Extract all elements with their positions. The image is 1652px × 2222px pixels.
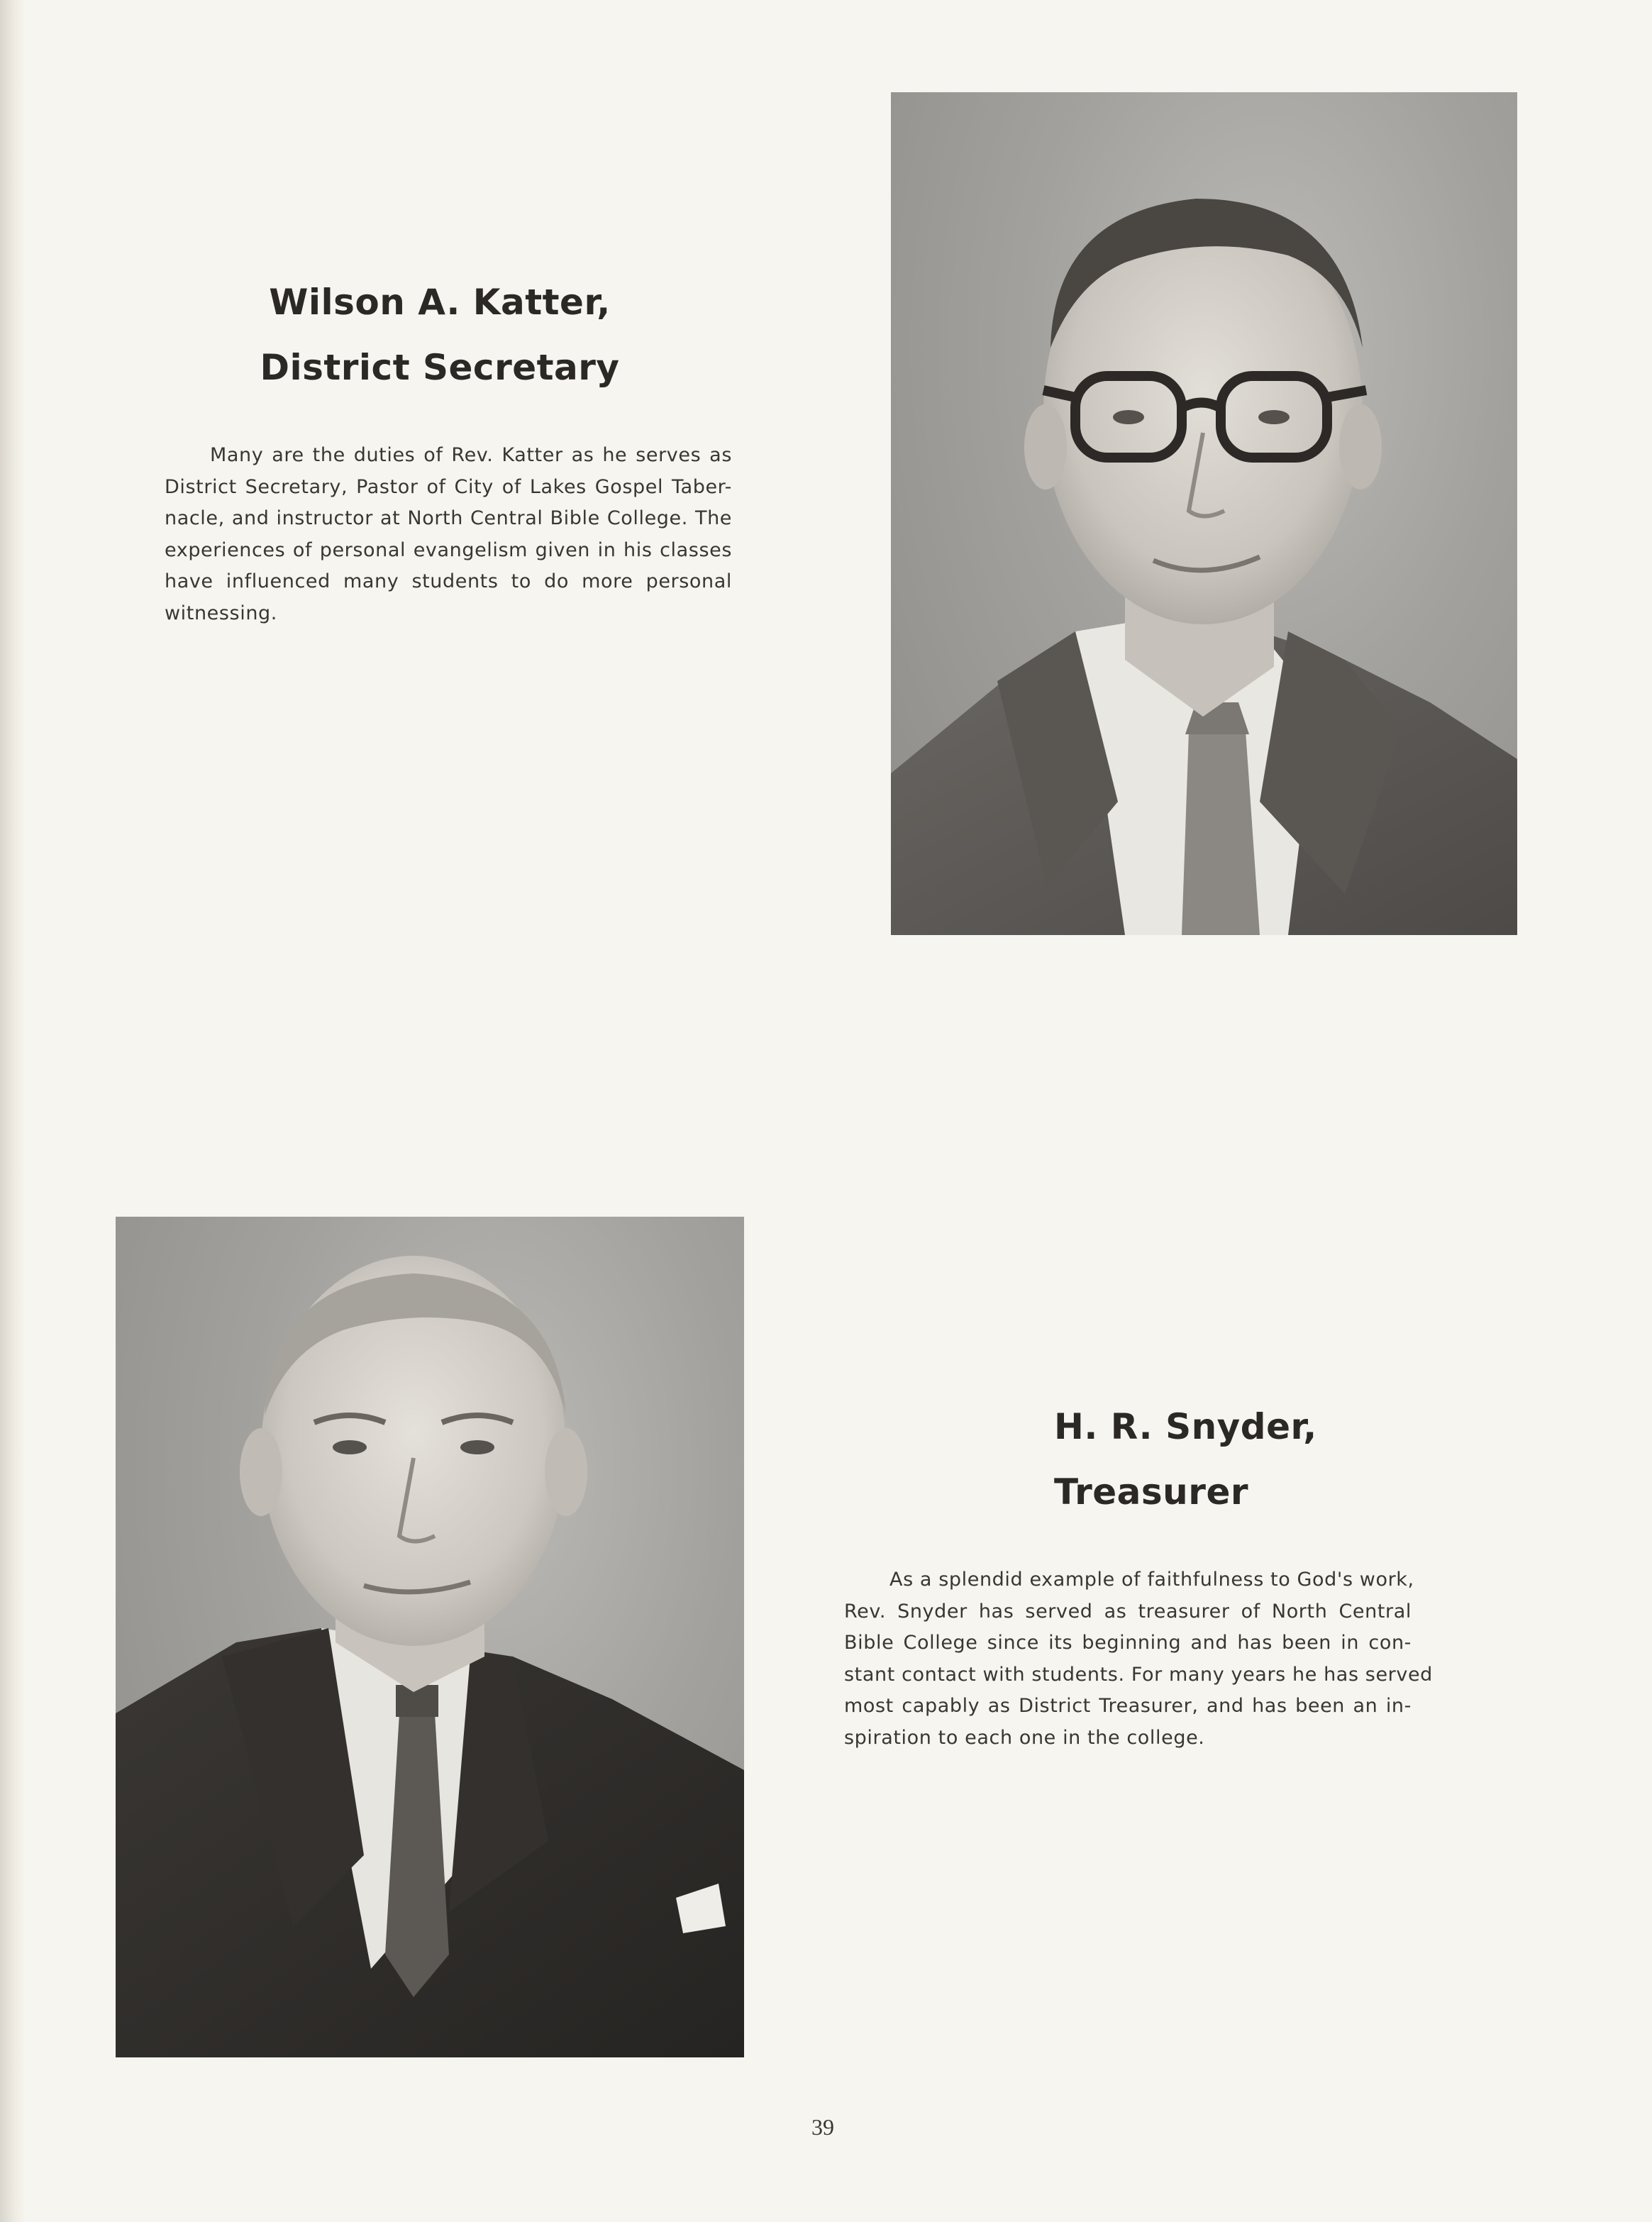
katter-portrait-photo <box>891 92 1517 935</box>
snyder-bio-line: stant contact with students. For many years he has served <box>844 1663 1433 1686</box>
page-spine-shadow <box>0 0 26 2222</box>
katter-portrait-illustration <box>891 92 1517 935</box>
page-number: 39 <box>811 2114 834 2140</box>
snyder-portrait-illustration <box>116 1217 744 2057</box>
snyder-bio-line: As a splendid example of faithfulness to God's work, <box>889 1569 1414 1591</box>
katter-bio-line: experiences of personal evangelism given in his classes <box>165 538 732 561</box>
snyder-bio-line: spiration to each one in the college. <box>844 1726 1205 1749</box>
snyder-bio <box>844 1564 1433 1754</box>
katter-bio-line: witnessing. <box>165 602 277 624</box>
katter-bio-line: nacle, and instructor at North Central Bible College. The <box>165 507 732 529</box>
snyder-title: Treasurer <box>1054 1471 1249 1513</box>
katter-bio-line: Many are the duties of Rev. Katter as he serves as <box>210 444 732 466</box>
katter-name: Wilson A. Katter, <box>269 282 611 323</box>
snyder-bio-line: Rev. Snyder has served as treasurer of North Central <box>844 1600 1412 1623</box>
katter-title: District Secretary <box>260 347 620 388</box>
snyder-heading <box>922 1394 1348 1525</box>
katter-bio-line: have influenced many students to do more personal <box>165 570 732 592</box>
katter-bio-line: District Secretary, Pastor of City of Lakes Gospel Taber- <box>165 475 732 498</box>
snyder-bio-line: Bible College since its beginning and has been in con- <box>844 1632 1412 1654</box>
katter-heading <box>213 270 667 400</box>
snyder-bio-line: most capably as District Treasurer, and has been an in- <box>844 1695 1412 1717</box>
snyder-portrait-photo <box>116 1217 744 2057</box>
snyder-name: H. R. Snyder, <box>1054 1406 1317 1447</box>
katter-bio <box>165 440 732 629</box>
